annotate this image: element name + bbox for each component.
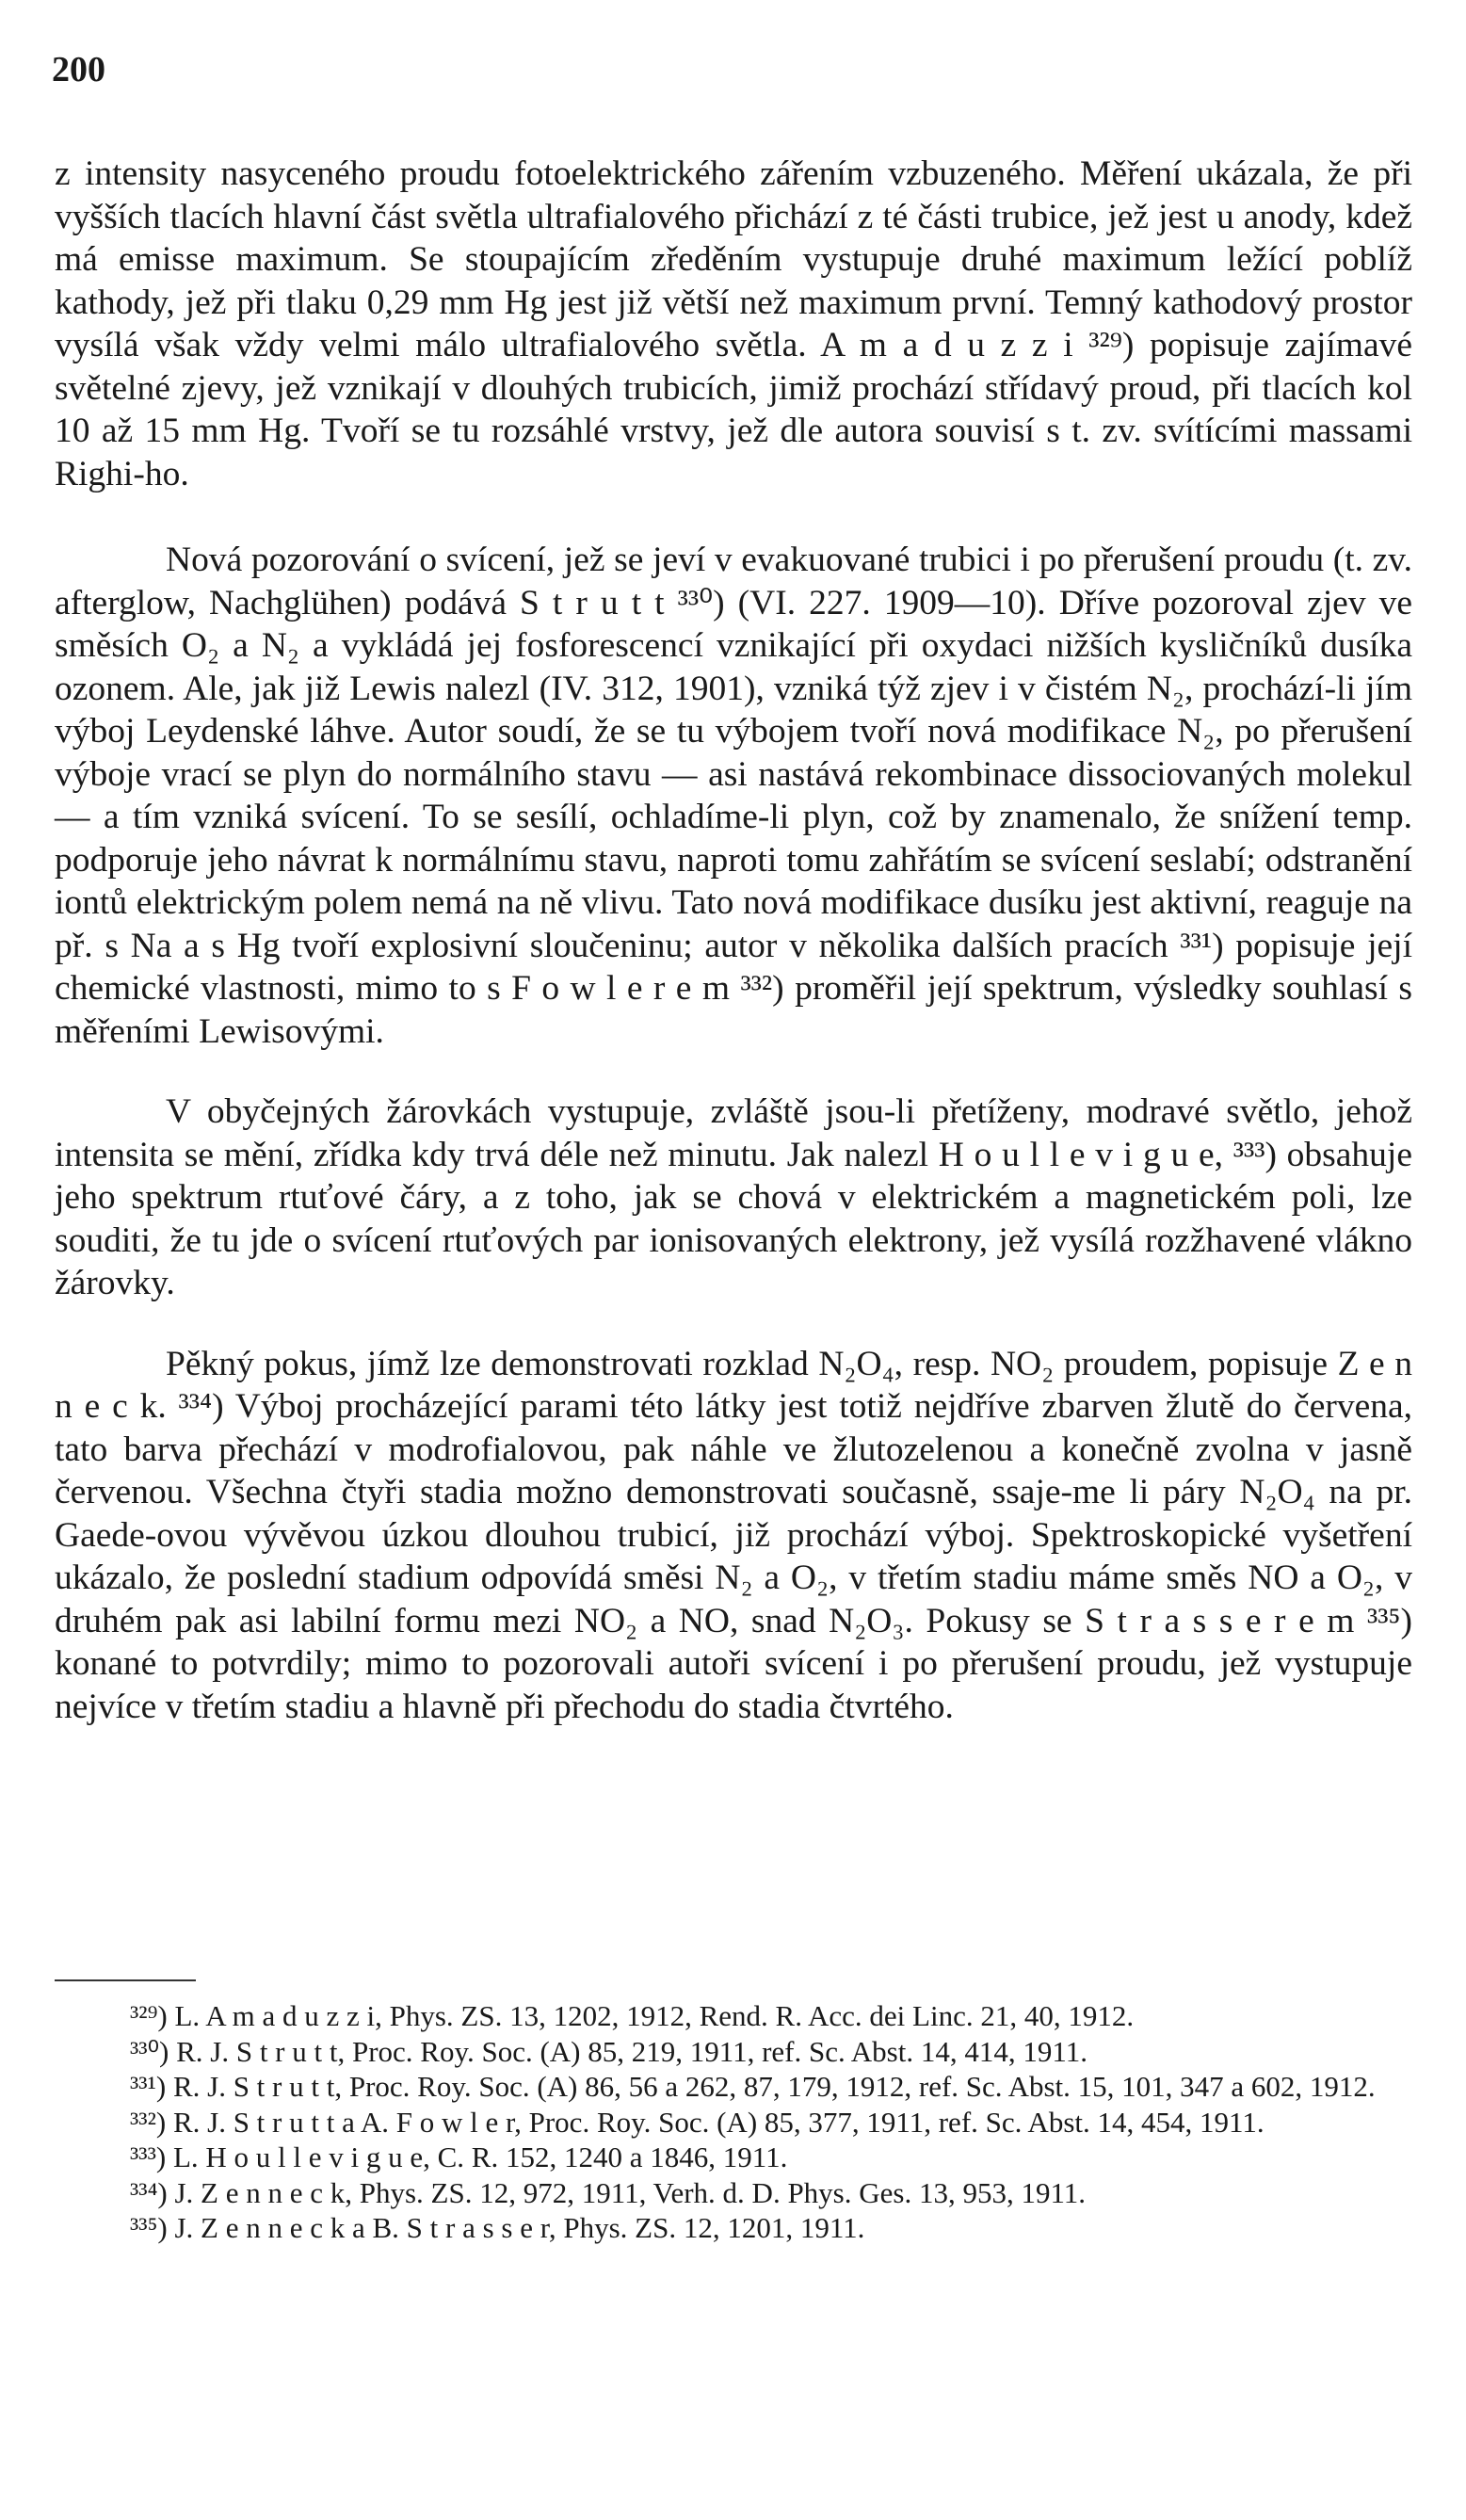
paragraph-3: V obyčejných žárovkách vystupuje, zvláště jsou-li přetíženy, modravé světlo, jehož intensita se mění, zřídka kdy trvá déle než minutu. Jak nalezl H o u l l e v i g u e, ³³³) obsahuje jeho spektrum rtuťové čáry, a z toho, jak se chová v elektrickém a magnetickém poli, lze souditi, že tu jde o svícení rtuťových par ionisovaných elektrony, jež vysílá rozžhavené vlákno žárovky.: [55, 1092, 1412, 1302]
footnote-334: ³³⁴) J. Z e n n e c k, Phys. ZS. 12, 972, 1911, Verh. d. D. Phys. Ges. 13, 953, 1911.: [130, 2175, 1087, 2209]
footnote-335: ³³⁵) J. Z e n n e c k a B. S t r a s s e r, Phys. ZS. 12, 1201, 1911.: [130, 2211, 865, 2244]
footnotes: [55, 1998, 1412, 2246]
paragraph-4: Pěkný pokus, jímž lze demonstrovati rozklad N₂O₄, resp. NO₂ proudem, popisuje Z e n n e c k. ³³⁴) Výboj procházející parami této látky jest totiž nejdříve zbarven žlutě do červena, tato barva přechází v modrofialovou, pak náhle ve žlutozelenou a konečně zvolna v jasně červenou. Všechna čtyři stadia možno demonstrovati současně, ssaje-me li páry N₂O₄ na pr. Gaede-ovou vývěvou úzkou dlouhou trubicí, již prochází výboj. Spektroskopické vyšetření ukázalo, že poslední stadium odpovídá směsi N₂ a O₂, v třetím stadiu máme směs NO a O₂, v druhém pak asi labilní formu mezi NO₂ a NO, snad N₂O₃. Pokusy se S t r a s s e r e m ³³⁵) konané to potvrdily; mimo to pozorovali autoři svícení i po přerušení proudu, jež vystupuje nejvíce v třetím stadiu a hlavně při přechodu do stadia čtvrtého.: [55, 1344, 1412, 1726]
footnote-330: ³³⁰) R. J. S t r u t t, Proc. Roy. Soc. (A) 85, 219, 1911, ref. Sc. Abst. 14, 414, 1911.: [130, 2034, 1087, 2068]
footnote-332: ³³²) R. J. S t r u t t a A. F o w l e r, Proc. Roy. Soc. (A) 85, 377, 1911, ref. Sc. Abst. 14, 454, 1911.: [130, 2105, 1265, 2139]
body-text: [55, 153, 1412, 1728]
page-number: 200: [52, 50, 105, 89]
footnote-divider: [55, 1979, 196, 1981]
footnote-329: ³²⁹) L. A m a d u z z i, Phys. ZS. 13, 1202, 1912, Rend. R. Acc. dei Linc. 21, 40, 1912.: [130, 1999, 1135, 2032]
footnote-331: ³³¹) R. J. S t r u t t, Proc. Roy. Soc. (A) 86, 56 a 262, 87, 179, 1912, ref. Sc. Abst. 15, 101, 347 a 602, 1912.: [130, 2070, 1376, 2103]
paragraph-2: Nová pozorování o svícení, jež se jeví v evakuované trubici i po přerušení proudu (t. zv. afterglow, Nachglühen) podává S t r u t t ³³⁰) (VI. 227. 1909—10). Dříve pozoroval zjev ve směsích O₂ a N₂ a vykládá jej fosforescencí vznikající při oxydaci nižších kysličníků dusíka ozonem. Ale, jak již Lewis nalezl (IV. 312, 1901), vzniká týž zjev i v čistém N₂, prochází-li jím výboj Leydenské láhve. Autor soudí, že se tu výbojem tvoří nová modifikace N₂, po přerušení výboje vrací se plyn do normálního stavu — asi nastává rekombinace dissociovaných molekul — a tím vzniká svícení. To se sesílí, ochladíme-li plyn, což by znamenalo, že snížení temp. podporuje jeho návrat k normálnímu stavu, naproti tomu zahřátím se svícení seslabí; odstranění iontů elektrickým polem nemá na ně vlivu. Tato nová modifikace dusíku jest aktivní, reaguje na př. s Na a s Hg tvoří explosivní sloučeninu; autor v několika dalších pracích ³³¹) popisuje její chemické vlastnosti, mimo to s F o w l e r e m ³³²) proměřil její spektrum, výsledky souhlasí s měřeními Lewisovými.: [55, 541, 1412, 1051]
footnote-333: ³³³) L. H o u l l e v i g u e, C. R. 152, 1240 a 1846, 1911.: [130, 2140, 788, 2173]
paragraph-1: z intensity nasyceného proudu fotoelektrického zářením vzbuzeného. Měření ukázala, že při vyšších tlacích hlavní část světla ultrafialového přichází z té části trubice, jež jest u anody, kdež má emisse maximum. Se stoupajícím zředěním vystupuje druhé maximum ležící poblíž kathody, jež při tlaku 0,29 mm Hg jest již větší než maximum první. Temný kathodový prostor vysílá však vždy velmi málo ultrafialového světla. A m a d u z z i ³²⁹) popisuje zajímavé světelné zjevy, jež vznikají v dlouhých trubicích, jimiž prochází střídavý proud, při tlacích kol 10 až 15 mm Hg. Tvoří se tu rozsáhlé vrstvy, jež dle autora souvisí s t. zv. svítícími massami Righi-ho.: [55, 154, 1412, 493]
